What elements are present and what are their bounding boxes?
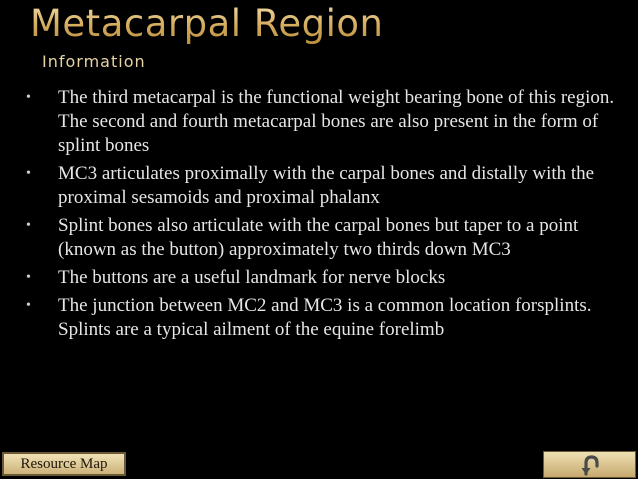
bullet-icon: • xyxy=(26,270,31,285)
bullet-item xyxy=(0,266,638,290)
bullet-item xyxy=(0,86,638,158)
slide-title: Metacarpal Region xyxy=(30,2,384,45)
bullet-icon: • xyxy=(26,218,31,233)
bullet-icon: • xyxy=(26,298,31,313)
resource-map-label: Resource Map xyxy=(20,455,108,472)
u-turn-return-icon xyxy=(579,454,601,476)
slide-subtitle: Information xyxy=(42,52,146,71)
bullet-item xyxy=(0,162,638,210)
bullet-text: The junction between MC2 and MC3 is a common location forsplints. Splints are a typical ailment of the equine forelimb xyxy=(58,295,592,340)
bullet-text: The buttons are a useful landmark for nerve blocks xyxy=(58,267,446,288)
bullet-icon: • xyxy=(26,90,31,105)
bullet-item xyxy=(0,214,638,262)
bullet-text: MC3 articulates proximally with the carpal bones and distally with the proximal sesamoids and proximal phalanx xyxy=(58,163,595,208)
bullet-text: Splint bones also articulate with the carpal bones but taper to a point (known as the button) approximately two thirds down MC3 xyxy=(58,215,579,260)
bullet-text: The third metacarpal is the functional weight bearing bone of this region. The second and fourth metacarpal bones are also present in the form of splint bones xyxy=(58,87,615,156)
resource-map-button[interactable] xyxy=(2,452,126,476)
bullet-item xyxy=(0,294,638,342)
bullet-icon: • xyxy=(26,166,31,181)
bullet-list xyxy=(0,86,638,346)
return-button[interactable] xyxy=(543,451,636,478)
